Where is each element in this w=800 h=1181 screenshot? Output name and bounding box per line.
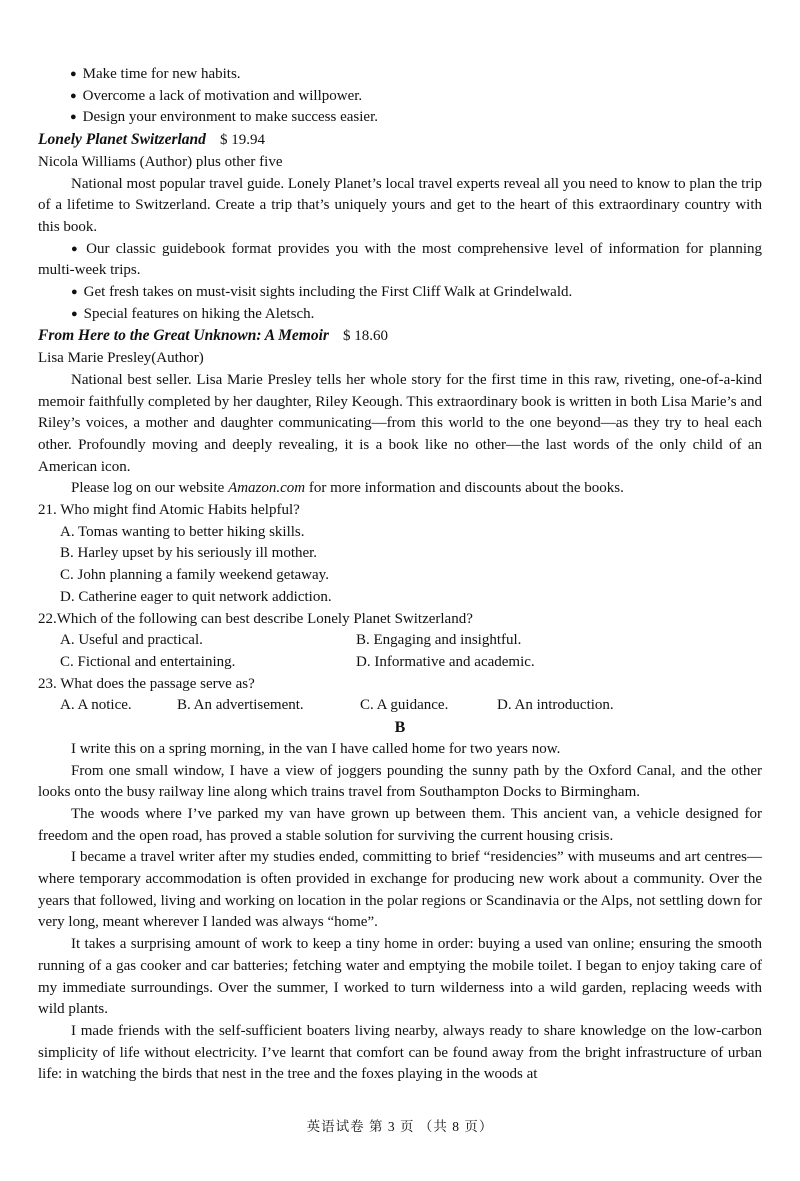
book-title: Lonely Planet Switzerland xyxy=(38,131,206,149)
bullet-text: Overcome a lack of motivation and willpower. xyxy=(82,87,363,104)
bullet-text: Our classic guidebook format provides you with the most comprehensive level of information for planning multi-week trips. xyxy=(38,240,762,279)
passage-paragraph: The woods where I’ve parked my van have grown up between them. This ancient van, a vehicle designed for freedom and the open road, has proved a stable solution for surviving the current housing crisis. xyxy=(38,805,762,844)
bullet-text: Get fresh takes on must-visit sights including the First Cliff Walk at Grindelwald. xyxy=(83,284,573,301)
bullet-text: Make time for new habits. xyxy=(82,66,241,82)
question-stem: 21. Who might find Atomic Habits helpful? xyxy=(38,502,300,519)
option-d: D. Catherine eager to quit network addiction. xyxy=(60,588,332,605)
option-b: B. An advertisement. xyxy=(177,697,304,714)
bullet-icon: ● xyxy=(71,242,81,255)
atomic-habits-bullet-list xyxy=(38,64,762,129)
option-a: A. Tomas wanting to better hiking skills. xyxy=(60,523,305,540)
question-22 xyxy=(38,609,762,674)
question-stem: 22.Which of the following can best describe Lonely Planet Switzerland? xyxy=(38,610,473,627)
bullet-text: Design your environment to make success easier. xyxy=(82,109,378,126)
question-stem: 23. What does the passage serve as? xyxy=(38,675,255,692)
question-23 xyxy=(38,674,762,717)
book-heading-memoir xyxy=(38,325,762,348)
option-a: A. Useful and practical. xyxy=(60,632,203,649)
passage-paragraph: I write this on a spring morning, in the van I have called home for two years now. xyxy=(71,740,561,757)
passage-paragraph: It takes a surprising amount of work to keep a tiny home in order: buying a used van online; ensuring the smooth running of a gas cooker and car batteries; fetching water and emptying the mobile toilet. I began to enjoy taking care of my immediate surroundings. Over the summer, I worked to turn wilderness into a wild garden, replacing weeds with wild plants. xyxy=(38,936,762,1018)
option-c: C. John planning a family weekend getaway. xyxy=(60,567,329,584)
passage-paragraph: I became a travel writer after my studies ended, committing to brief “residencies” with museums and art centres—where temporary accommodation is often provided in exchange for producing new work about a community. Over the years that followed, living and working on location in the polar regions or Scandinavia or the Alps, not settling down for very long, meant wherever I landed was always “home”. xyxy=(38,849,762,931)
passage-paragraph: From one small window, I have a view of joggers pounding the sunny path by the Oxford Canal, and the other looks onto the busy railway line along which trains travel from Southampton Docks to Birmingham. xyxy=(38,762,762,801)
book-author: Nicola Williams (Author) plus other five xyxy=(38,153,283,170)
option-b: B. Engaging and insightful. xyxy=(356,632,522,649)
option-b: B. Harley upset by his seriously ill mother. xyxy=(60,545,318,562)
book-price: $ 19.94 xyxy=(219,132,265,149)
book-title: From Here to the Great Unknown: A Memoir xyxy=(38,327,329,345)
list-item xyxy=(38,64,762,86)
website-note xyxy=(38,478,762,500)
list-item xyxy=(38,107,762,129)
book-feature-item xyxy=(38,239,762,282)
bullet-icon: ● xyxy=(71,307,78,320)
option-c: C. Fictional and entertaining. xyxy=(60,653,236,670)
bullet-text: Special features on hiking the Aletsch. xyxy=(83,305,315,322)
option-d: D. An introduction. xyxy=(497,697,614,714)
option-d: D. Informative and academic. xyxy=(356,653,535,670)
option-a: A. A notice. xyxy=(60,697,132,714)
bullet-icon: ● xyxy=(70,111,77,124)
option-c: C. A guidance. xyxy=(360,697,449,714)
section-b-heading: B xyxy=(394,719,406,737)
book-heading-lonely-planet xyxy=(38,129,762,152)
book-description: National best seller. Lisa Marie Presley tells her whole story for the first time in this raw, riveting, one-of-a-kind memoir faithfully completed by her daughter, Riley Keough. This extraordinary book is written in both Lisa Marie’s and Riley’s voices, a mother and daughter communicating—from this world to the one beyond—as they try to heal each other. Profoundly moving and deeply revealing, it is a book like no other—the last words of the only child of an American icon. xyxy=(38,371,762,475)
page-footer: 英语试卷 第 3 页 （共 8 页） xyxy=(306,1119,494,1134)
options-grid xyxy=(38,630,762,673)
book-author: Lisa Marie Presley(Author) xyxy=(38,350,204,367)
book-price: $ 18.60 xyxy=(342,328,388,345)
book-feature-item xyxy=(38,282,762,304)
list-item xyxy=(38,86,762,108)
passage-paragraph: I made friends with the self-sufficient boaters living nearby, always ready to share knowledge on the low-carbon simplicity of life without electricity. I’ve learnt that comfort can be found away from the bright infrastructure of urban life: in watching the birds that nest in the tree and the foxes playing in the woods at xyxy=(38,1022,762,1083)
options-row xyxy=(38,695,762,717)
website-note-suffix: for more information and discounts about the books. xyxy=(305,480,624,497)
bullet-icon: ● xyxy=(70,89,77,102)
bullet-icon: ● xyxy=(71,286,78,299)
question-21 xyxy=(38,500,762,609)
book-description: National most popular travel guide. Lonely Planet’s local travel experts reveal all you need to know to plan the trip of a lifetime to Switzerland. Create a trip that’s uniquely yours and get to the heart of this extraordinary country with this book. xyxy=(38,175,762,235)
book-feature-item xyxy=(38,304,762,326)
bullet-icon: ● xyxy=(70,68,77,80)
website-link-text: Amazon.com xyxy=(228,480,306,497)
website-note-prefix: Please log on our website xyxy=(71,480,229,497)
